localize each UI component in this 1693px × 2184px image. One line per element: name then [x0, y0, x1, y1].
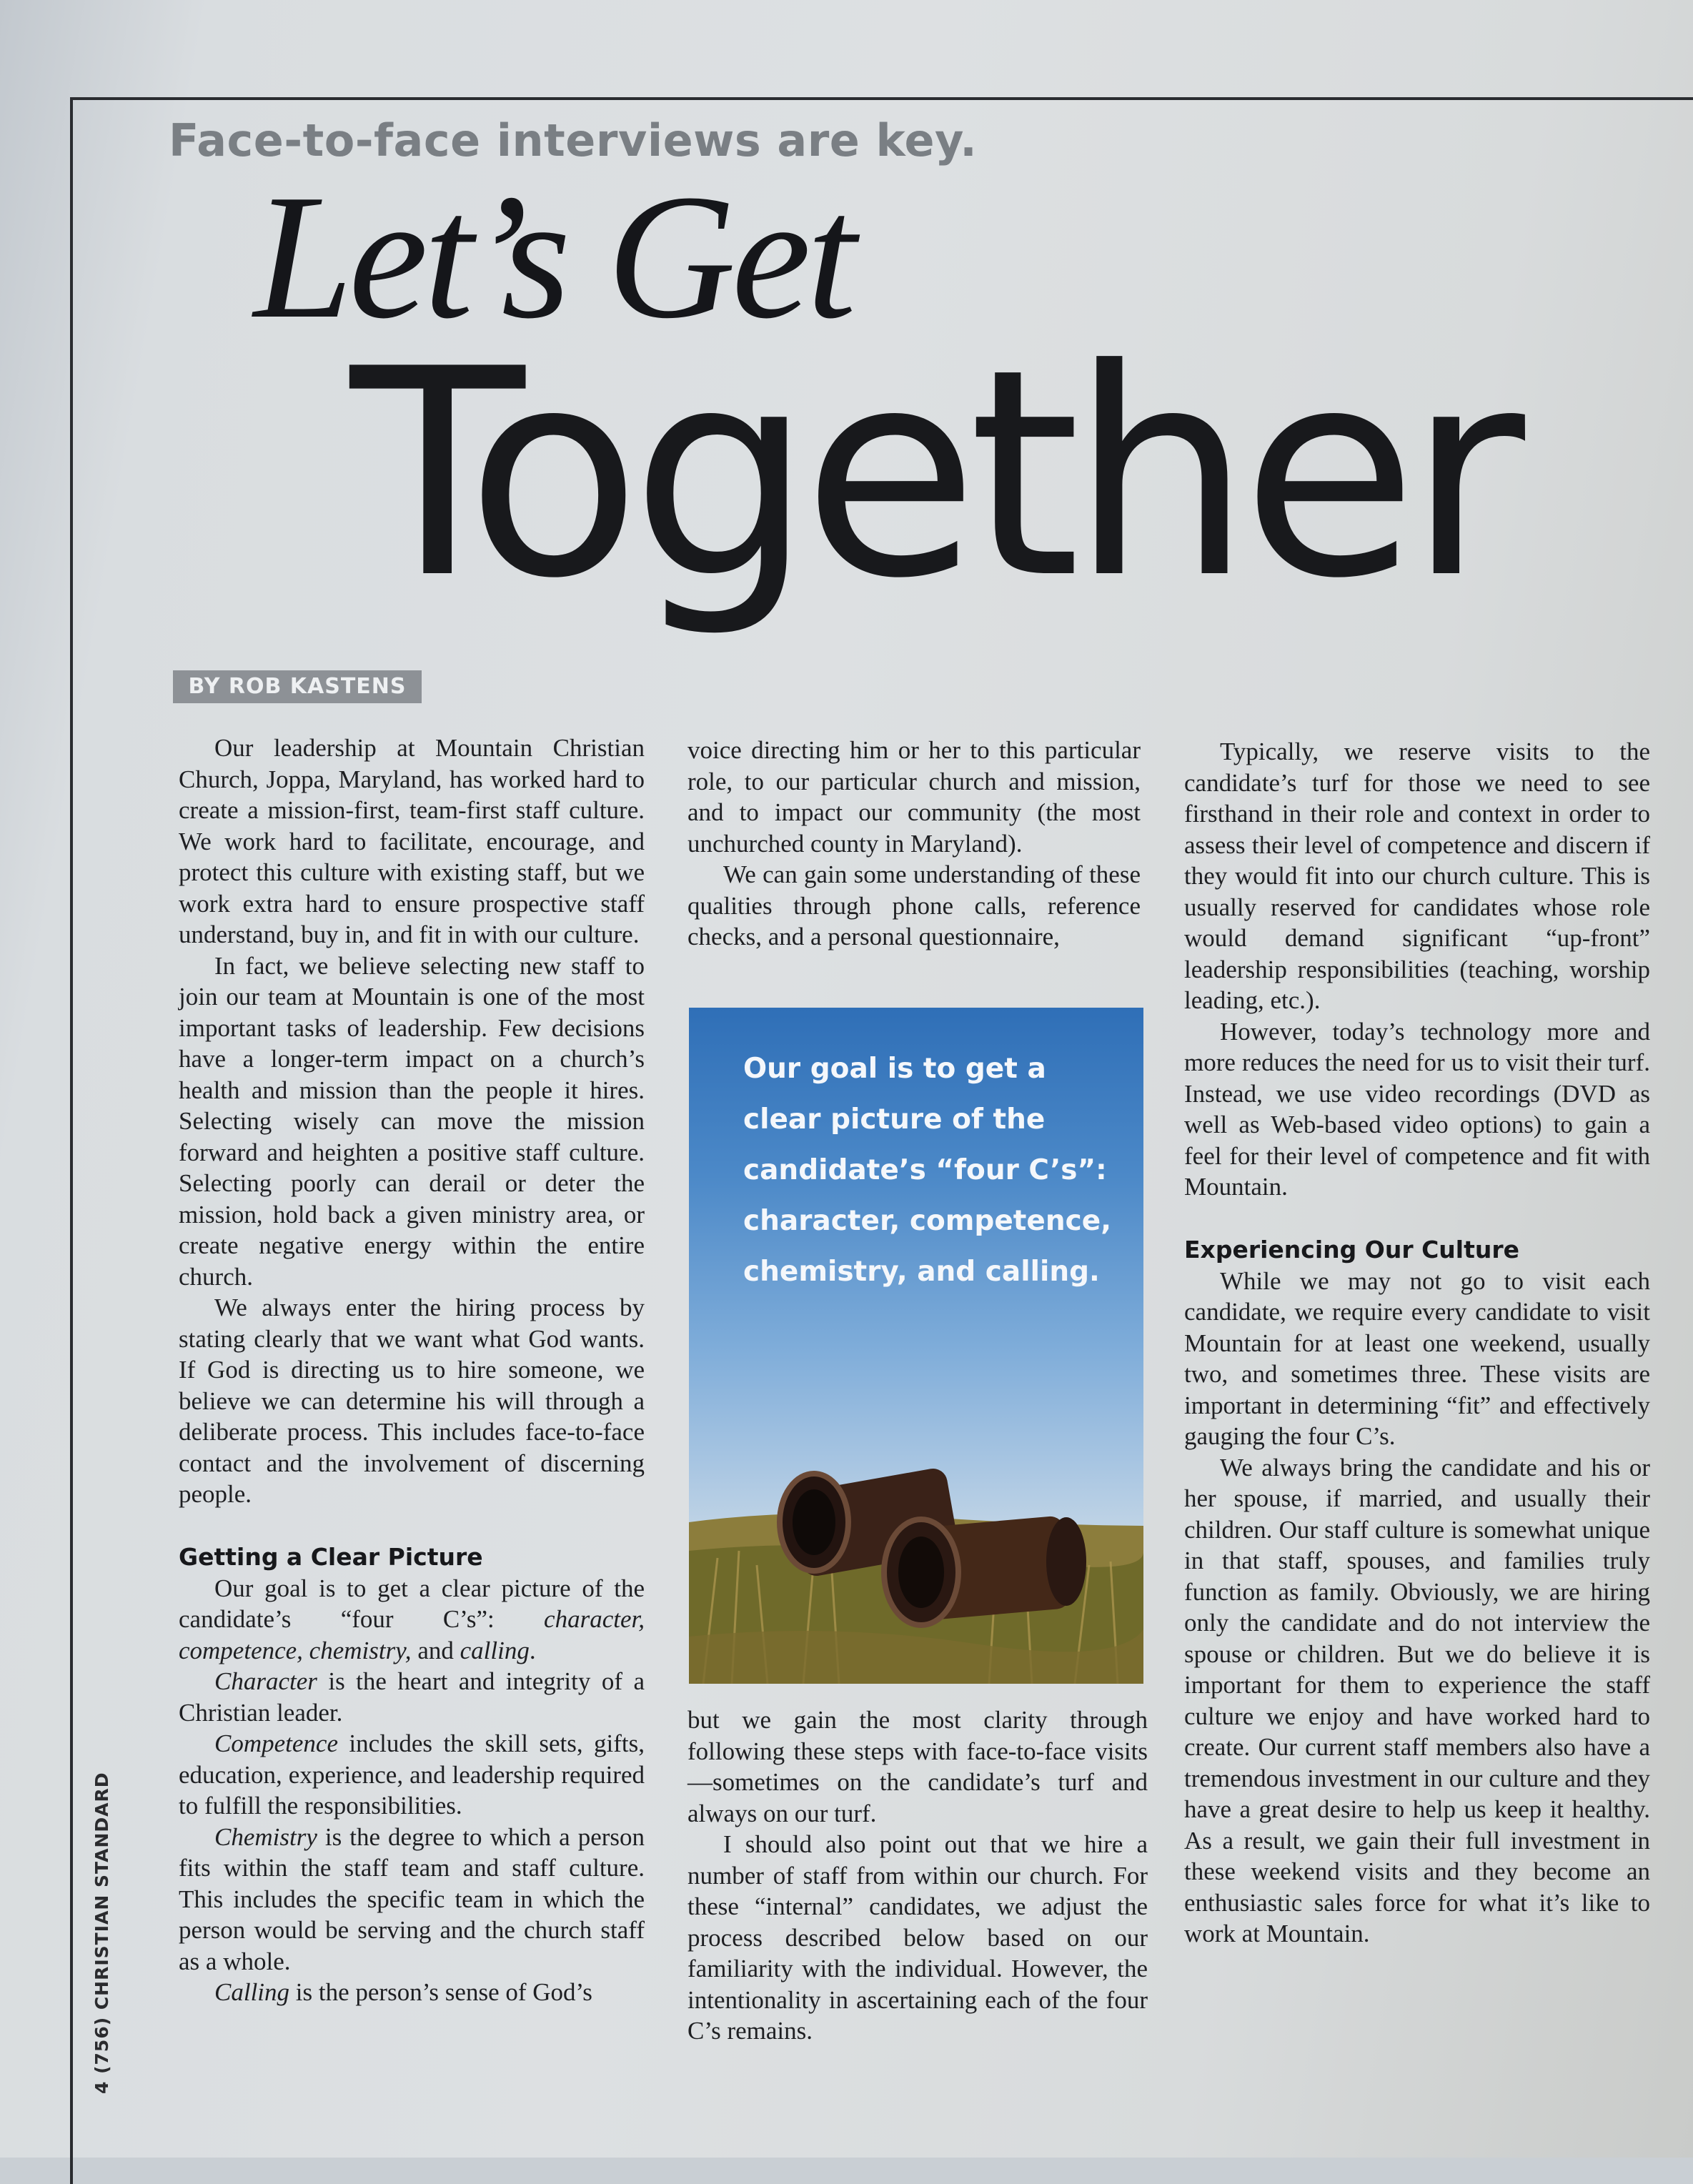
paragraph: While we may not go to visit each candidate, we require every candidate to visit Mountain for at least one weekend, usually two, and sometimes three. These visits are important in determining “fit” and effectively gauging the four C’s.: [1184, 1266, 1650, 1450]
paragraph: Typically, we reserve visits to the candidate’s turf for those we need to see firsthand in their role and context in order to assess their level of competence and discern if they would fit into our church culture. This is usually reserved for candidates whose role would demand significant “up-front” leadership responsibilities (teaching, worship leading, etc.).: [1184, 738, 1650, 1014]
byline: BY ROB KASTENS: [173, 670, 422, 703]
paragraph: I should also point out that we hire a number of staff from within our church. For these “internal” candidates, we adjust the process described below based on our familiarity with the individual. However, the intentionality in ascertaining each of the four C’s remains.: [687, 1830, 1148, 2045]
pull-quote: Our goal is to get a clear picture of the candidate’s “four C’s”: character, competence, chemistry, and calling.: [743, 1053, 1112, 1288]
folio-text: 4 (756) CHRISTIAN STANDARD: [91, 1772, 112, 2094]
paragraph: In fact, we believe selecting new staff to join our team at Mountain is one of the most important tasks of leadership. Few decisions have a longer-term impact on a church’s health and mission than the people it hires. Selecting wisely can move the mission forward and heighten a positive staff culture. Selecting poorly can derail or deter the mission, hold back a given ministry area, or create negative energy within the entire church.: [179, 951, 645, 1291]
paragraph: Our leadership at Mountain Christian Church, Joppa, Maryland, has worked hard to create a mission-first, team-first staff culture. We work hard to facilitate, encourage, and protect this culture with existing staff, but we work extra hard to ensure prospective staff understand, buy in, and fit in with our culture.: [179, 734, 645, 948]
paragraph: Character is the heart and integrity of a Christian leader.: [179, 1667, 645, 1727]
paragraph: We can gain some understanding of these qualities through phone calls, reference checks, and a personal questionnaire,: [687, 860, 1141, 950]
column-1: [179, 733, 645, 2008]
folio: [91, 1772, 120, 2123]
binocular-barrel-right: [884, 1515, 1086, 1625]
paragraph: Chemistry is the degree to which a person fits within the staff team and staff culture. This includes the specific team in which the person would be serving and the church staff as a whole.: [179, 1822, 645, 1975]
title-line-1: Let’s Get: [254, 158, 853, 356]
paragraph: voice directing him or her to this particular role, to our particular church and mission, and to impact our community (the most unchurched county in Maryland).: [687, 736, 1141, 858]
paragraph: We always bring the candidate and his or her spouse, if married, and usually their children. Our staff culture is somewhat unique in that staff, spouses, and families truly function as family. Obviously, we are hiring only the candidate and do not interview the spouse or children. But we do believe it is important for them to experience the staff culture we enjoy and have worked hard to create. Our current staff members also have a tremendous investment in our culture and they have a great desire to help us keep it healthy. As a result, we gain their full investment in these weekend visits and they become an enthusiastic sales force for what it’s like to work at Mountain.: [1184, 1453, 1650, 1947]
binoculars-photo: [689, 1008, 1143, 1684]
column-2-bottom: [687, 1704, 1148, 2047]
paragraph: Our goal is to get a clear picture of the candidate’s “four C’s”: character, competence, chemistry, and calling.: [179, 1574, 645, 1664]
section-heading: Experiencing Our Culture: [1184, 1235, 1520, 1264]
paragraph: Calling is the person’s sense of God’s: [214, 1978, 592, 2006]
paragraph: We always enter the hiring process by stating clearly that we want what God wants. If God is directing us to hire someone, we believe we can determine his will through a deliberate process. This includes face-to-face contact and the involvement of discerning people.: [179, 1294, 645, 1508]
section-heading: Getting a Clear Picture: [179, 1542, 483, 1571]
paragraph: Competence includes the skill sets, gifts, education, experience, and leadership required to fulfill the responsibilities.: [179, 1729, 645, 1820]
column-2-top: [687, 735, 1141, 953]
title-line-2: Together: [350, 309, 1515, 641]
kicker: Face-to-face interviews are key.: [169, 114, 978, 167]
paragraph: but we gain the most clarity through following these steps with face-to-face visits—sometimes on the candidate’s turf and always on our turf.: [687, 1706, 1148, 1827]
column-3: [1184, 736, 1650, 1950]
paragraph: However, today’s technology more and more reduces the need for us to visit their turf. Instead, we use video recordings (DVD as well as Web-based video options) to gain a feel for their level of competence and fit with Mountain.: [1184, 1017, 1650, 1201]
